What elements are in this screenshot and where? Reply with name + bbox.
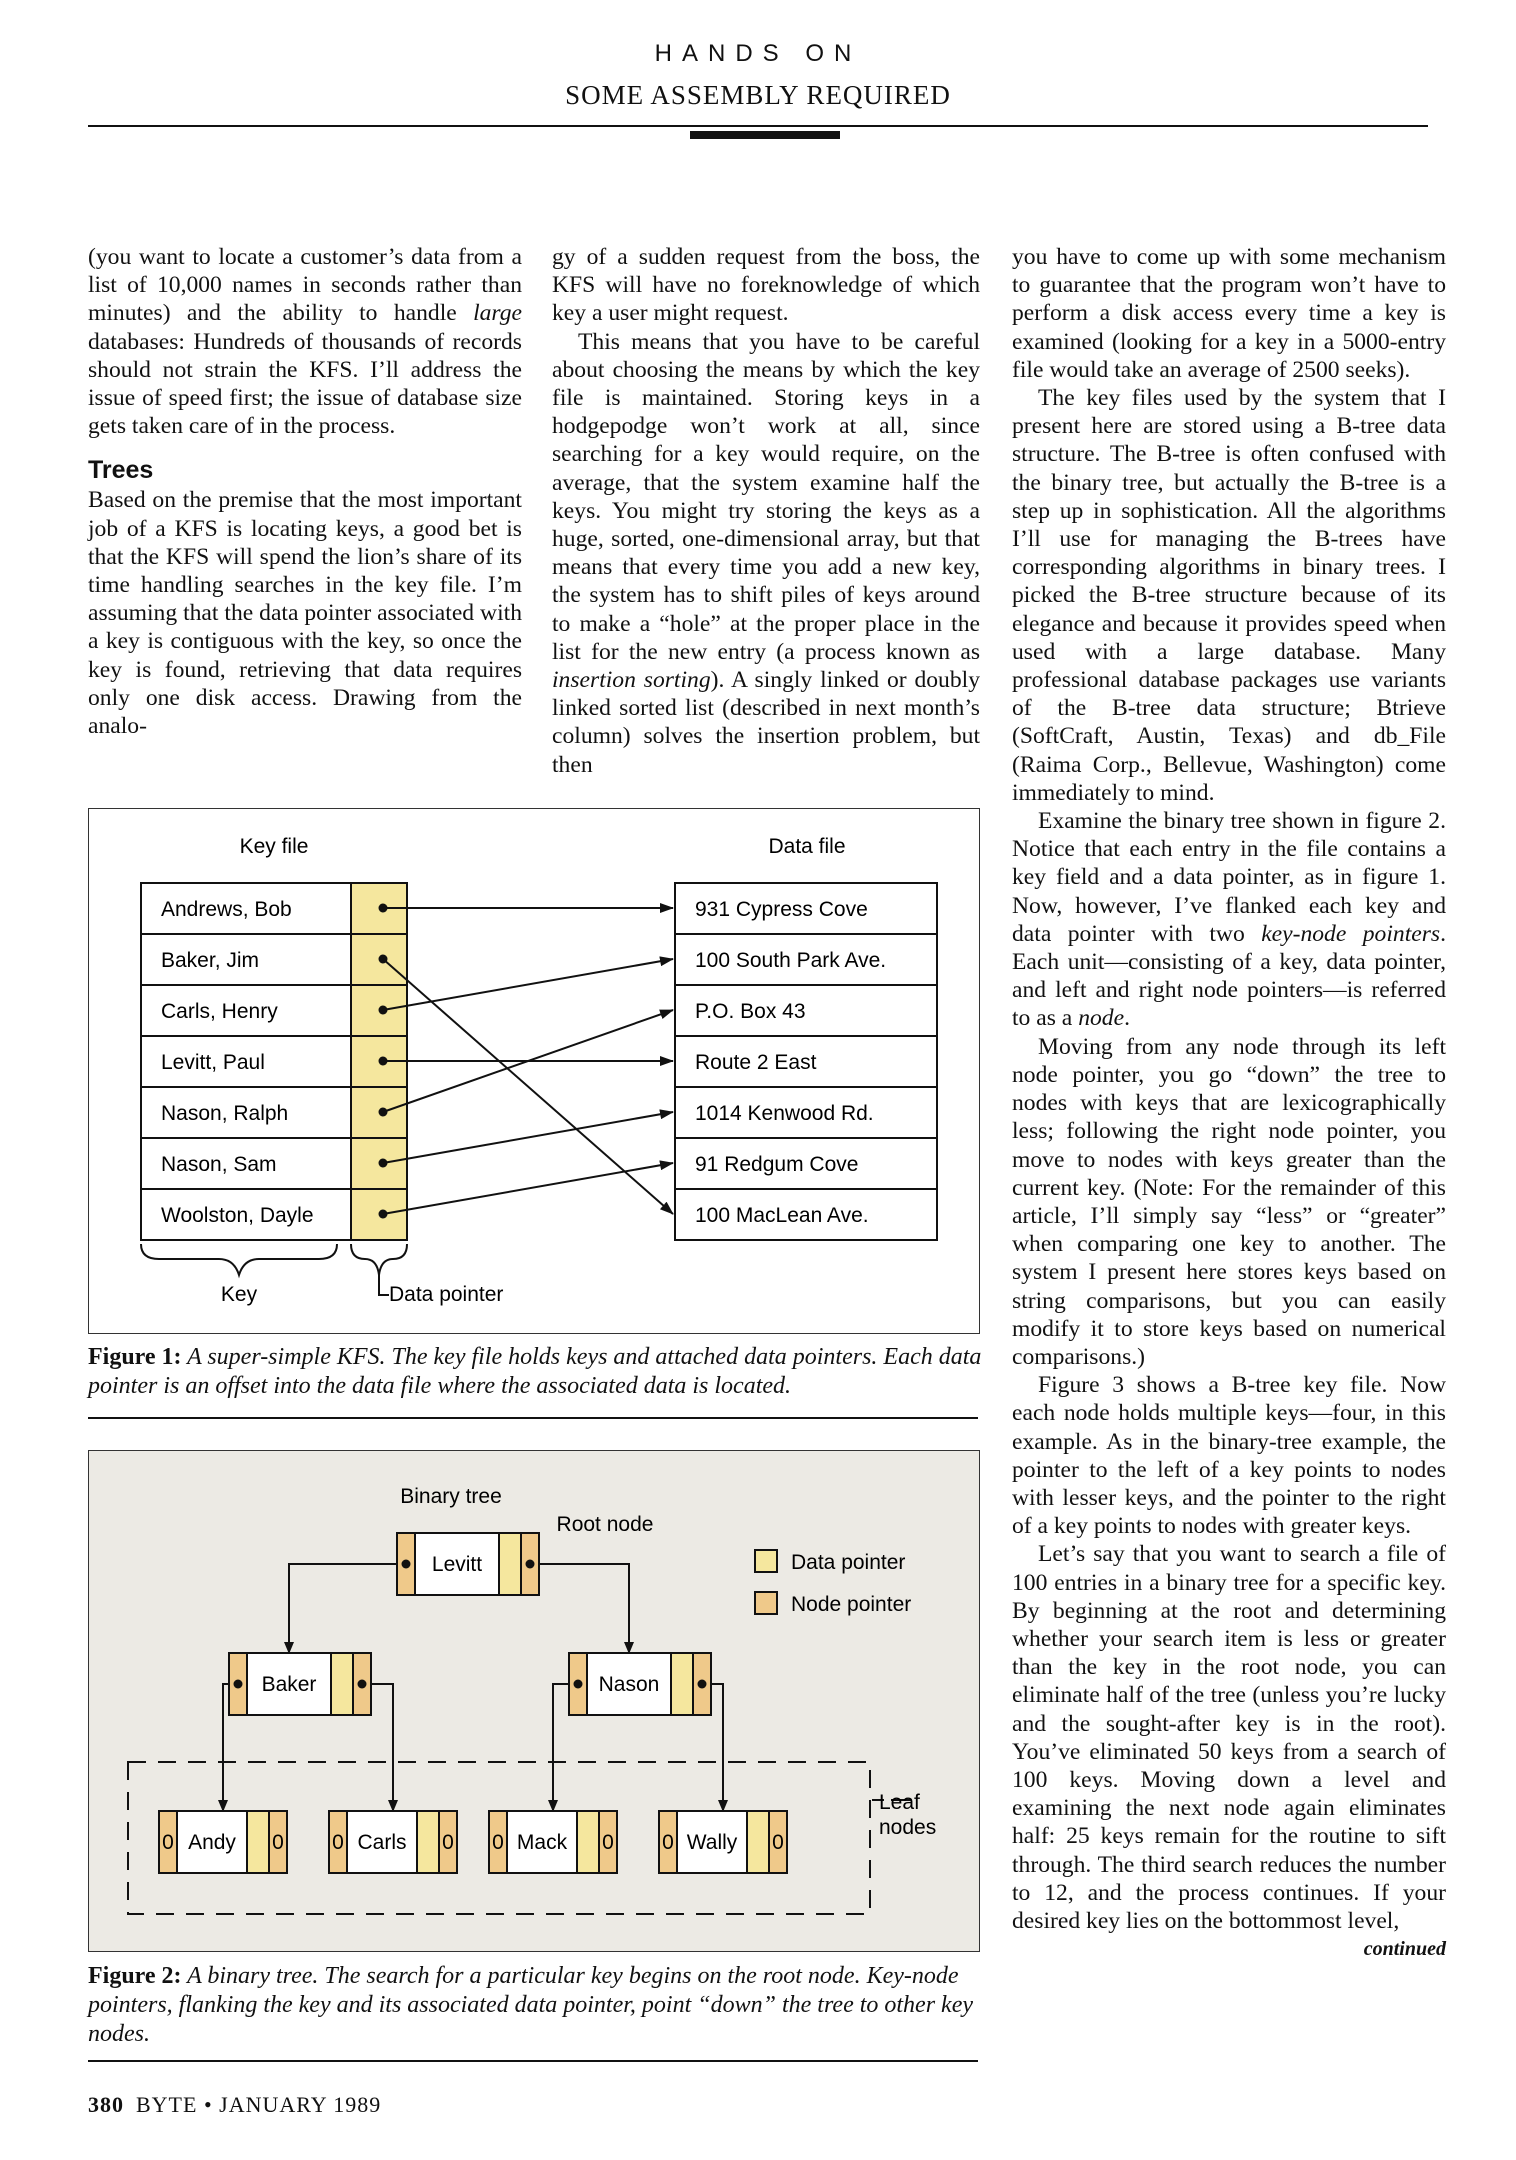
node-key-text: Carls <box>357 1831 407 1854</box>
key-label: Key <box>220 1283 258 1306</box>
leaf-label-2: nodes <box>879 1816 937 1839</box>
key-text: Andrews, Bob <box>161 898 292 921</box>
paragraph: Figure 3 shows a B-tree key file. Now each node holds multiple keys—four, in this example. As in the binary-tree example, the pointer to the left of a key points to nodes with lesser keys, and the pointer to the right of a key points to nodes with greater keys. <box>1012 1372 1446 1540</box>
data-pointer-cell <box>577 1811 599 1873</box>
caption-rule <box>88 1417 978 1419</box>
data-text: P.O. Box 43 <box>695 1000 806 1023</box>
key-text: Levitt, Paul <box>161 1051 265 1074</box>
node-key-text: Andy <box>188 1831 236 1854</box>
data-text: 1014 Kenwood Rd. <box>695 1102 874 1125</box>
paragraph: gy of a sudden request from the boss, the KFS will have no foreknowledge of which key a user might request. <box>552 244 980 327</box>
data-pointer-arrows <box>383 908 673 1214</box>
continued-marker: continued <box>1363 1938 1446 1961</box>
caption-rule <box>88 2060 978 2062</box>
key-file-label: Key file <box>239 835 309 858</box>
node-key-text: Wally <box>686 1831 738 1854</box>
section-kicker: HANDS ON <box>654 40 862 67</box>
paragraph: (you want to locate a customer’s data from a list of 10,000 names in seconds rather than minutes) and the ability to handle large databases: Hundreds of thousands of records should not strain the KFS. I’ll address the issue of speed first; the issue of database size gets taken care of in the process. <box>88 244 522 440</box>
key-text: Nason, Sam <box>161 1153 277 1176</box>
root-node-label: Root node <box>556 1513 654 1536</box>
text-column-2 <box>552 243 980 779</box>
pointer-dot <box>574 1680 583 1689</box>
null-pointer: 0 <box>492 1831 504 1854</box>
header-bar <box>690 131 840 139</box>
node-key-text: Baker <box>261 1673 317 1696</box>
pointer-brace <box>351 1244 407 1275</box>
figure-2 <box>88 1450 980 1952</box>
tree-edge <box>289 1564 406 1653</box>
tree-title: Binary tree <box>400 1485 502 1508</box>
data-pointer-cell <box>499 1533 521 1595</box>
node-key-text: Mack <box>516 1831 568 1854</box>
header-rule <box>88 125 1428 127</box>
data-pointer-cell <box>247 1811 269 1873</box>
data-text: 931 Cypress Cove <box>695 898 868 921</box>
data-pointer-cell <box>417 1811 439 1873</box>
null-pointer: 0 <box>772 1831 784 1854</box>
tree-node <box>569 1653 711 1715</box>
figure-2-diagram <box>89 1451 979 1951</box>
node-key-text: Nason <box>598 1673 660 1696</box>
null-pointer: 0 <box>662 1831 674 1854</box>
data-pointer-cell <box>747 1811 769 1873</box>
text-column-3 <box>1012 243 1446 1963</box>
pointer-dot <box>358 1680 367 1689</box>
data-file-table <box>675 883 937 1240</box>
null-pointer: 0 <box>442 1831 454 1854</box>
pointer-dot <box>234 1680 243 1689</box>
tree-edge <box>530 1564 629 1653</box>
pointer-arrow <box>383 959 673 1010</box>
legend-node-pointer: Node pointer <box>791 1593 912 1616</box>
paragraph: Let’s say that you want to search a file of 100 entries in a binary tree for a specific key. By beginning at the root and determining whether your search item is less or greater than the key in the root node, you can eliminate half of the tree (unless you’re lucky and the sought-after key is in the root). You’ve eliminated 50 keys from a search of 100 keys. Moving down a level and examining the next node again eliminates half: 25 keys remain for the routine to sift through. The third search reduces the number to 12, and the process continues. If your desired key lies on the bottommost level, <box>1012 1541 1446 1934</box>
null-pointer: 0 <box>272 1831 284 1854</box>
data-pointer-label: Data pointer <box>389 1283 504 1306</box>
column-title: SOME ASSEMBLY REQUIRED <box>565 80 951 110</box>
data-text: 100 South Park Ave. <box>695 949 887 972</box>
null-pointer: 0 <box>602 1831 614 1854</box>
null-pointer: 0 <box>332 1831 344 1854</box>
key-text: Baker, Jim <box>161 949 260 972</box>
figure-1 <box>88 808 980 1334</box>
pointer-dot <box>698 1680 707 1689</box>
key-file-table <box>141 883 407 1240</box>
data-pointer-cell <box>331 1653 353 1715</box>
key-brace <box>141 1244 337 1275</box>
data-file-label: Data file <box>768 835 846 858</box>
pointer-arrow <box>383 959 673 1214</box>
paragraph: The key files used by the system that I present here are stored using a B-tree data structure. The B-tree is often confused with the binary tree, but actually the B-tree is a step up in sophistication. All the algorithms I’ll use for managing the B-trees have corresponding algorithms in binary trees. I picked the B-tree structure because of its elegance and because it provides speed when used with a large database. Many professional database packages use variants of the B-tree data structure; Btrieve (SoftCraft, Austin, Texas) and db_File (Raima Corp., Bellevue, Washington) come immediately to mind. <box>1012 385 1446 806</box>
page-number: 380 <box>88 2092 124 2117</box>
tree-nodes <box>159 1533 787 1873</box>
figure-2-caption: Figure 2: A binary tree. The search for a particular key begins on the root node. Key-node pointers, flanking the key and its associated data pointer, point “down” the tree to other key nodes. <box>88 1963 973 2047</box>
data-text: Route 2 East <box>695 1051 817 1074</box>
paragraph: you have to come up with some mechanism to guarantee that the program won’t have to perform a disk access every time a key is examined (looking for a key in a 5000-entry file would take an average of 2500 seeks). <box>1012 244 1446 383</box>
paragraph: Based on the premise that the most important job of a KFS is locating keys, a good bet is that the KFS will spend the lion’s share of its time handling searches in the key file. I’m assuming that the data pointer associated with a key is contiguous with the key, so once the key is found, retrieving that data requires only one disk access. Drawing from the analo- <box>88 487 522 740</box>
tree-node <box>329 1811 457 1873</box>
section-heading: Trees <box>88 456 154 485</box>
paragraph: This means that you have to be careful about choosing the means by which the key file is maintained. Storing keys in a hodgepodge won’t work at all, since searching for a key would require, on the average, that the system examine half the keys. You might try storing the keys as a huge, sorted, one-dimensional array, but that means that every time you add a new key, the system has to shift piles of keys around to make a “hole” at the proper place in the list for the new entry (a process known as insertion sorting). A singly linked or doubly linked sorted list (described in next month’s column) solves the insertion problem, but then <box>552 328 980 778</box>
tree-node <box>659 1811 787 1873</box>
null-pointer: 0 <box>162 1831 174 1854</box>
page-footer <box>88 2092 381 2118</box>
pointer-arrow <box>383 1163 673 1214</box>
key-text: Woolston, Dayle <box>161 1204 314 1227</box>
publication-line: BYTE • JANUARY 1989 <box>136 2092 382 2117</box>
data-pointer-swatch <box>755 1550 777 1572</box>
legend-data-pointer: Data pointer <box>791 1551 906 1574</box>
key-text: Nason, Ralph <box>161 1102 289 1125</box>
text-column-1 <box>88 243 522 740</box>
figure-1-caption: Figure 1: A super-simple KFS. The key file holds keys and attached data pointers. Each data pointer is an offset into the data file where the associated data is located. <box>88 1344 982 1399</box>
data-pointer-cell <box>671 1653 693 1715</box>
pointer-arrow <box>383 1112 673 1163</box>
tree-node <box>397 1533 539 1595</box>
node-pointer-swatch <box>755 1592 777 1614</box>
node-key-text: Levitt <box>431 1553 483 1576</box>
key-text: Carls, Henry <box>161 1000 278 1023</box>
tree-node <box>489 1811 617 1873</box>
data-text: 100 MacLean Ave. <box>695 1204 869 1227</box>
paragraph: Moving from any node through its left node pointer, you go “down” the tree to nodes with keys that are lexicographically less; following the right node pointer, you move to nodes with keys greater than the current key. (Note: For the remainder of this article, I’ll simply say “less” or “greater” when comparing one key to another. The system I present here stores keys based on string comparisons, but you can easily modify it to store keys based on numerical comparisons.) <box>1012 1033 1446 1370</box>
pointer-dot <box>402 1560 411 1569</box>
data-text: 91 Redgum Cove <box>695 1153 859 1176</box>
figure-1-diagram <box>89 809 979 1333</box>
pointer-dot <box>526 1560 535 1569</box>
tree-node <box>159 1811 287 1873</box>
tree-node <box>229 1653 371 1715</box>
paragraph: Examine the binary tree shown in figure 2. Notice that each entry in the file contains a key field and a data pointer, as in figure 1. Now, however, I’ve flanked each key and data pointer with two key-node pointers. Each unit—consisting of a key, data pointer, and left and right node pointers—is referred to as a node. <box>1012 808 1446 1032</box>
leaf-label: Leaf <box>879 1791 920 1814</box>
